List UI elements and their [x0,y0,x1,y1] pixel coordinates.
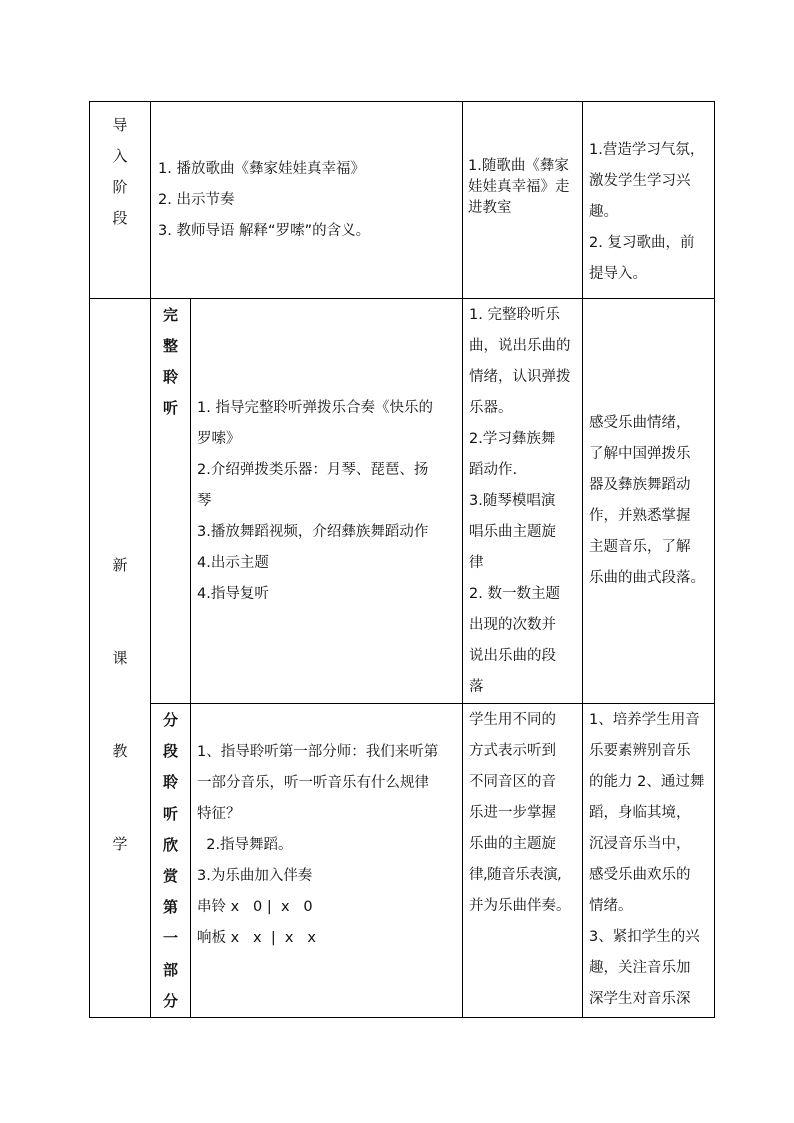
part1-teacher-activity: 1. 指导完整聆听弹拨乐合奏《快乐的 罗嗦》 2.介绍弹拨类乐器：月琴、琵琶、扬 琴 3.播放舞蹈视频，介绍彝族舞蹈动作 4.出示主题 4.指导复听 [197,400,433,602]
part1-label: 完 整 聆 听 [162,306,178,417]
part2-teacher-activity: 1、指导聆听第一部分师：我们来听第 一部分音乐，听一听音乐有什么规律 特征？ 2.指导舞蹈。 3.为乐曲加入伴奏 串铃 x 0 | x 0 响板 x x | x x [197,744,439,946]
part2-design-intent: 1、培养学生用音 乐要素辨别音乐 的能力 2、通过舞 蹈，身临其境， 沉浸音乐当中， 感受乐曲欢乐的 情绪。 3、紧扣学生的兴 趣，关注音乐加 深学生对音乐深 [589,712,705,1007]
intro-student-activity: 1.随歌曲《彝家 娃娃真幸福》走 进教室 [468,158,570,216]
new-lesson-stage-label: 新 课 教 学 [112,556,128,853]
intro-design-intent: 1.营造学习气氛， 激发学生学习兴 趣。 2. 复习歌曲，前 提导入。 [589,142,705,282]
part1-design-intent: 感受乐曲情绪， 了解中国弹拨乐 器及彝族舞蹈动 作，并熟悉掌握 主题音乐，了解 乐曲的曲式段落。 [589,415,705,586]
intro-teacher-activity: 1. 播放歌曲《彝家娃娃真幸福》 2. 出示节奏 3. 教师导语 解释“罗嗦”的含义。 [158,161,371,239]
intro-stage-label: 导 入 阶 段 [112,116,128,227]
part2-student-activity: 学生用不同的 方式表示听到 不同音区的音 乐进一步掌握 乐曲的主题旋 律,随音乐表演, 并为乐曲伴奏。 [469,712,571,914]
part1-student-activity: 1. 完整聆听乐 曲，说出乐曲的 情绪，认识弹拨 乐器。 2.学习彝族舞 蹈动作. 3.随琴模唱演 唱乐曲主题旋 律 2. 数一数主题 出现的次数并 说出乐曲的段 落 [469,307,571,695]
part2-label: 分 段 聆 听 欣 赏 第 一 部 分 [162,711,178,1010]
